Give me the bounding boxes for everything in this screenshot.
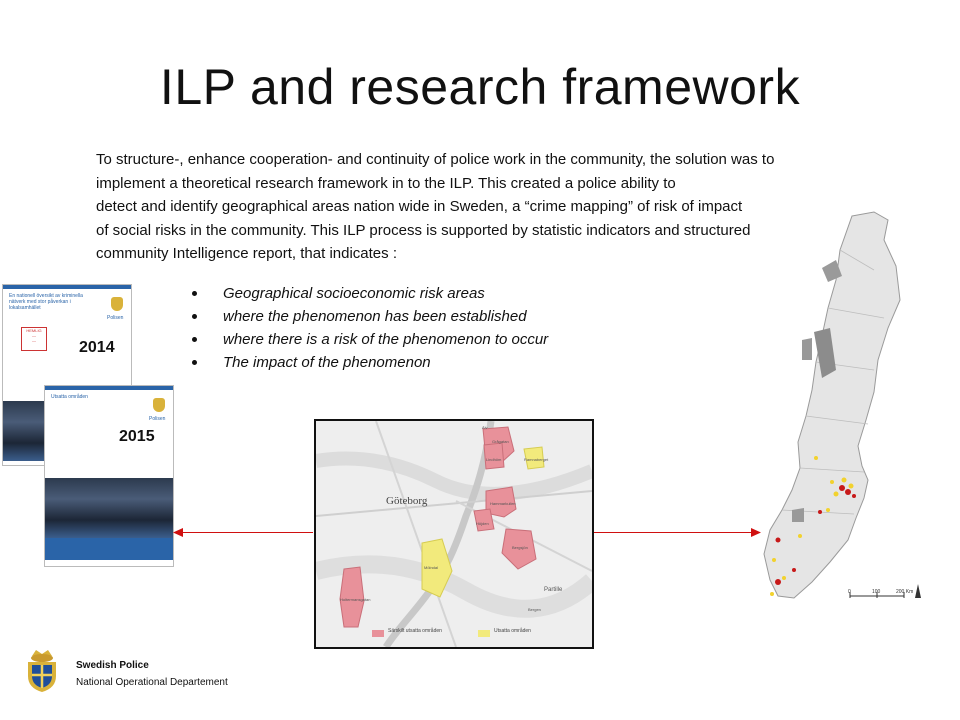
sweden-map bbox=[756, 210, 926, 605]
place-label: Bergen bbox=[528, 607, 541, 612]
scale-label: 200 Km bbox=[896, 589, 914, 595]
intro-line: of social risks in the community. This ILP process is supported by statistic indicators and structured bbox=[96, 221, 751, 239]
goteborg-area-map bbox=[314, 419, 594, 649]
cover-year: 2015 bbox=[119, 428, 155, 445]
place-label: Älv bbox=[482, 425, 488, 430]
cover-top-bar bbox=[45, 386, 173, 390]
indicator-item: Geographical socioeconomic risk areas bbox=[190, 282, 548, 305]
slide-title: ILP and research framework bbox=[159, 59, 801, 115]
north-arrow-icon bbox=[915, 584, 921, 598]
indicator-list bbox=[190, 282, 548, 374]
cover-year: 2014 bbox=[79, 339, 115, 356]
scale-label: 100 bbox=[872, 589, 881, 595]
arrowhead-left-icon bbox=[173, 527, 183, 538]
police-emblem-icon bbox=[153, 398, 165, 412]
legend-vulnerable: Utsatta områden bbox=[494, 628, 531, 634]
intro-line: To structure-, enhance cooperation- and continuity of police work in the community, the solution was to bbox=[96, 151, 775, 168]
legend-particularly-vulnerable: Särskilt utsatta områden bbox=[388, 628, 442, 634]
indicator-item: where there is a risk of the phenomenon to occur bbox=[190, 328, 548, 351]
footer-org: Swedish Police bbox=[76, 660, 149, 671]
scale-label: 0 bbox=[848, 589, 851, 595]
place-label: Hammarkullen bbox=[490, 501, 516, 506]
cover-top-bar bbox=[3, 285, 131, 289]
swedish-police-emblem-icon bbox=[24, 646, 60, 694]
cover-title: Utsatta områden bbox=[51, 394, 88, 400]
cover-brand: Polisen bbox=[149, 416, 166, 422]
footer-dept: National Operational Departement bbox=[76, 677, 228, 688]
intro-line: community Intelligence report, that indicates : bbox=[96, 245, 397, 262]
report-cover-2015 bbox=[44, 385, 174, 567]
cover-brand: Polisen bbox=[107, 315, 124, 321]
police-emblem-icon bbox=[111, 297, 123, 311]
arrow-to-reports bbox=[180, 532, 313, 533]
place-label: Partille bbox=[544, 587, 563, 593]
place-label: Ramnaberget bbox=[524, 457, 549, 462]
cover-stamp: HEMLIG — — bbox=[21, 327, 47, 351]
indicator-item: The impact of the phenomenon bbox=[190, 351, 548, 374]
arrow-to-sweden-map bbox=[592, 532, 753, 533]
place-label: Bergsjön bbox=[512, 545, 528, 550]
place-label: Lindhöm bbox=[486, 457, 502, 462]
city-label: Göteborg bbox=[386, 495, 428, 507]
indicator-item: where the phenomenon has been established bbox=[190, 305, 548, 328]
cover-footer-band bbox=[45, 538, 173, 560]
place-label: Höjden bbox=[476, 521, 489, 526]
goteborg-map-graphic bbox=[316, 421, 592, 647]
place-label: Holtermansgatan bbox=[340, 597, 371, 602]
intro-line: implement a theoretical research framework in to the ILP. This created a police ability to bbox=[96, 174, 676, 192]
place-label: Grågatan bbox=[492, 439, 509, 444]
cover-photo bbox=[45, 478, 173, 538]
cover-title: En nationell översikt av kriminella nätverk med stor påverkan i lokalsamhället bbox=[9, 293, 83, 311]
intro-line: detect and identify geographical areas nation wide in Sweden, a “crime mapping” of risk of impact bbox=[96, 198, 743, 215]
place-label: Mölndal bbox=[424, 565, 439, 570]
